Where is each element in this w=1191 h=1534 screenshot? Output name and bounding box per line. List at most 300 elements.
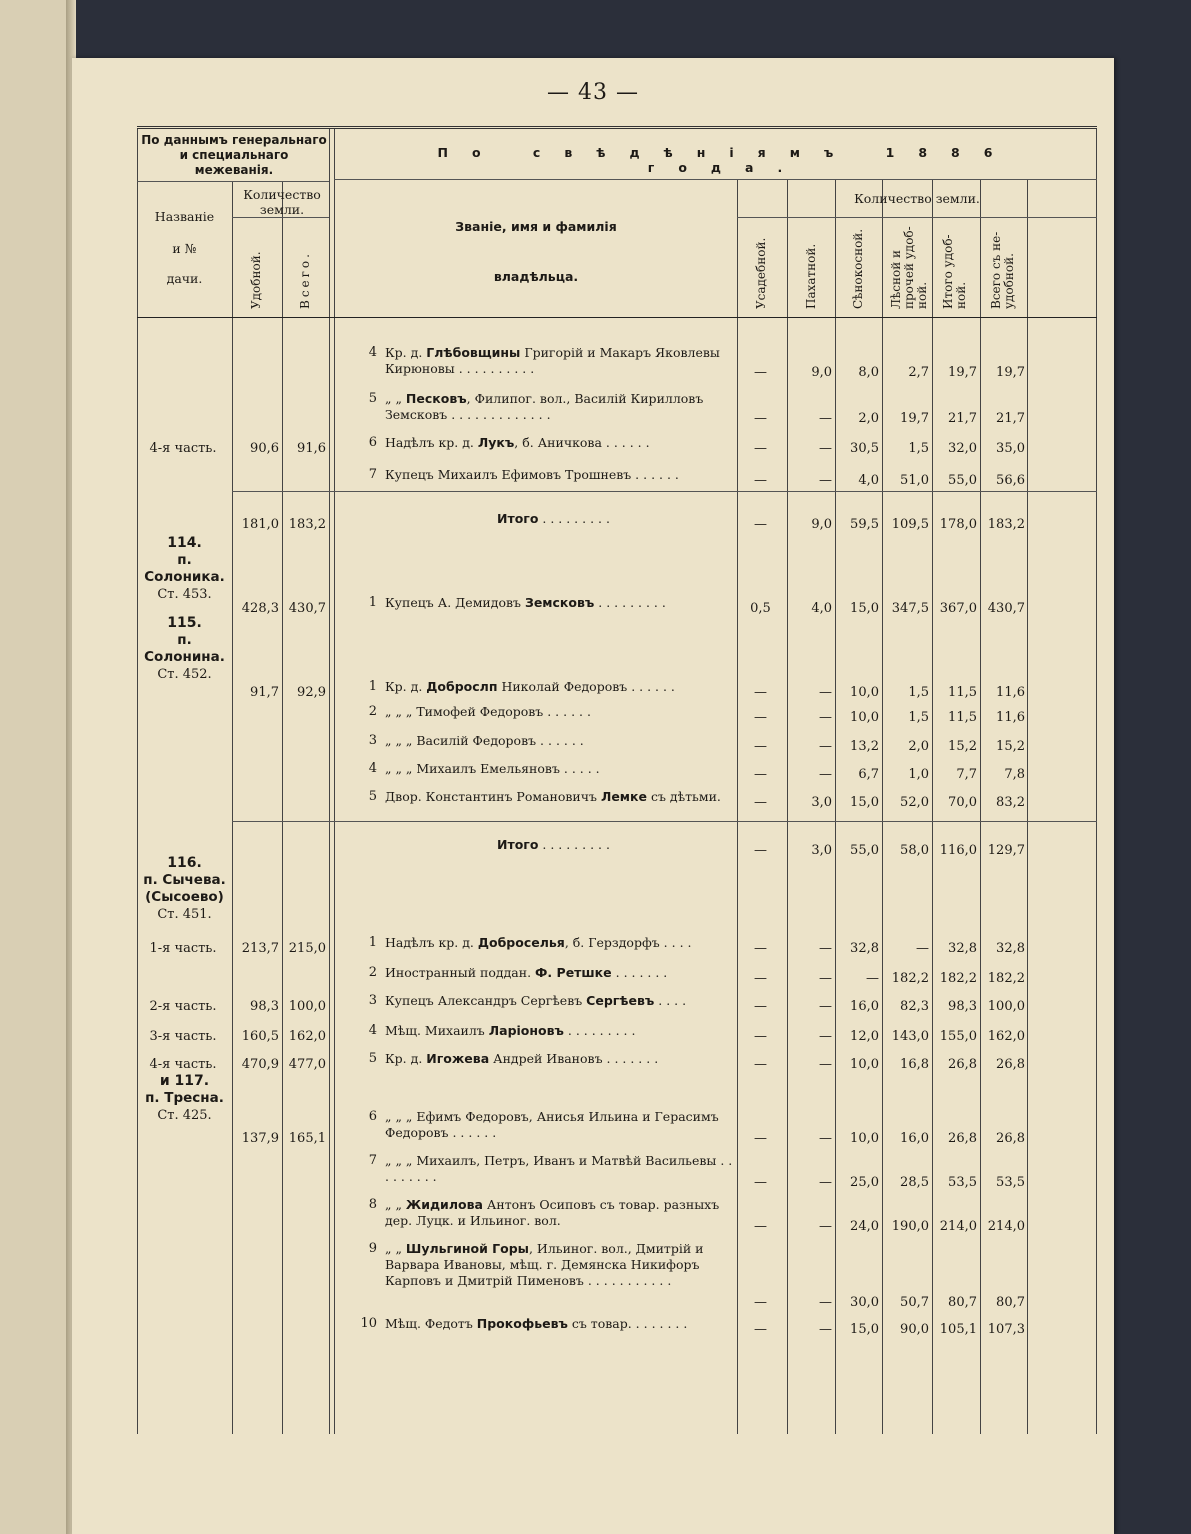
owner-name-suffix: . . . .	[654, 993, 687, 1008]
les-cell: 16,8	[900, 1057, 929, 1072]
entry-number: 6	[368, 435, 377, 450]
owner-name-prefix: Надѣлъ кр. д.	[385, 935, 478, 950]
pakh-cell: —	[819, 1295, 832, 1310]
header-col-name-3: дачи.	[166, 271, 203, 286]
les-cell: 143,0	[891, 1029, 929, 1044]
owner-name	[385, 595, 733, 611]
owner-name	[385, 1153, 733, 1185]
pakh-cell: 4,0	[811, 601, 832, 616]
left-page-edge	[0, 0, 74, 1534]
total-cell: 21,7	[996, 411, 1025, 426]
seno-cell: 10,0	[850, 685, 879, 700]
total-cell: 430,7	[987, 601, 1025, 616]
itogo-cell: 55,0	[948, 473, 977, 488]
owner-name-prefix: „ „ „ Тимофей Федоровъ . . . . . .	[385, 704, 591, 719]
les-cell: 347,5	[891, 601, 929, 616]
header-sub-itogo: Итого удобной.	[941, 234, 968, 309]
pakh-cell: 3,0	[811, 843, 832, 858]
owner-name-bold: Итого	[497, 837, 539, 852]
entry-number: 4	[368, 345, 377, 360]
owner-name	[385, 1051, 733, 1067]
owner-name	[385, 1109, 733, 1141]
les-cell: 2,0	[908, 739, 929, 754]
table-row	[137, 345, 1097, 381]
owner-name-prefix: „ „	[385, 1197, 406, 1212]
owner-name-prefix: „ „	[385, 1241, 406, 1256]
seno-cell: 30,0	[850, 1295, 879, 1310]
header-sub-seno: Сѣнокосной.	[851, 228, 865, 309]
les-cell: 2,7	[908, 365, 929, 380]
header-col-name-2: и №	[172, 241, 197, 256]
total-cell: 26,8	[996, 1131, 1025, 1146]
itogo-cell: 7,7	[956, 767, 977, 782]
pakh-cell: —	[819, 767, 832, 782]
entry-number: 3	[368, 733, 377, 748]
entry-number: 3	[368, 993, 377, 1008]
owner-name-suffix: съ товар. . . . . . . .	[567, 1316, 688, 1331]
usad-cell: —	[754, 1131, 767, 1146]
table-row	[137, 1316, 1097, 1338]
entry-number: 5	[368, 789, 377, 804]
udob-cell: 137,9	[241, 1131, 279, 1146]
owner-name-bold: Земсковъ	[524, 595, 595, 610]
seno-cell: 59,5	[850, 517, 879, 532]
seno-cell: 15,0	[850, 601, 879, 616]
itogo-cell: 15,2	[948, 739, 977, 754]
itogo-cell: 116,0	[939, 843, 977, 858]
owner-name-suffix: , Ильиног. вол., Дмитрій и Варвара Ивановы, мѣщ. г. Демянска Никифоръ Карповъ и Дмитрій Пименовъ . . . . . . . . . . .	[385, 1241, 704, 1288]
owner-name-prefix: Надѣлъ кр. д.	[385, 435, 478, 450]
plot-station: Ст. 453.	[157, 587, 212, 602]
seno-cell: 15,0	[850, 1322, 879, 1337]
vsego-cell: 477,0	[288, 1057, 326, 1072]
les-cell: —	[916, 941, 929, 956]
owner-name-bold: Лемке	[600, 789, 647, 804]
usad-cell: —	[754, 1029, 767, 1044]
owner-name	[385, 391, 733, 423]
itogo-cell: 98,3	[948, 999, 977, 1014]
pakh-cell: —	[819, 473, 832, 488]
entry-number: 7	[368, 467, 377, 482]
owner-name	[385, 965, 733, 981]
page	[72, 58, 1114, 1534]
pakh-cell: —	[819, 1175, 832, 1190]
les-cell: 109,5	[891, 517, 929, 532]
usad-cell: —	[754, 1322, 767, 1337]
table-row	[137, 704, 1097, 726]
owner-name-suffix: . . . . . . . . .	[538, 837, 610, 852]
seno-cell: 55,0	[850, 843, 879, 858]
table-row	[137, 935, 1097, 957]
total-cell: 183,2	[987, 517, 1025, 532]
owner-name-prefix: „ „ „ Михаилъ, Петръ, Иванъ и Матвѣй Васильевы . . . . . . . . .	[385, 1153, 733, 1184]
pakh-cell: —	[819, 971, 832, 986]
vsego-cell: 430,7	[288, 601, 326, 616]
table-row	[137, 965, 1097, 987]
total-cell: 80,7	[996, 1295, 1025, 1310]
seno-cell: 13,2	[850, 739, 879, 754]
owner-name	[497, 511, 845, 527]
entry-number: 7	[368, 1153, 377, 1168]
owner-name-prefix: Иностранный поддан.	[385, 965, 536, 980]
owner-name	[385, 1023, 733, 1039]
usad-cell: —	[754, 710, 767, 725]
usad-cell: —	[754, 767, 767, 782]
itogo-cell: 155,0	[939, 1029, 977, 1044]
plot-station: Ст. 425.	[157, 1108, 212, 1123]
owner-name	[385, 704, 733, 720]
owner-name	[385, 679, 733, 695]
owner-name	[385, 789, 733, 805]
les-cell: 52,0	[900, 795, 929, 810]
pakh-cell: —	[819, 999, 832, 1014]
total-cell: 182,2	[987, 971, 1025, 986]
plot-alt-name: (Сысоево)	[145, 889, 224, 905]
pakh-cell: —	[819, 739, 832, 754]
owner-name-suffix: съ дѣтьми.	[646, 789, 721, 804]
seno-cell: 4,0	[858, 473, 879, 488]
les-cell: 82,3	[900, 999, 929, 1014]
owner-name-prefix: „ „ „ Ефимъ Федоровъ, Анисья Ильина и Герасимъ Федоровъ . . . . . .	[385, 1109, 719, 1140]
pakh-cell: —	[819, 941, 832, 956]
itogo-cell: 182,2	[939, 971, 977, 986]
udob-cell: 213,7	[241, 941, 279, 956]
seno-cell: 2,0	[858, 411, 879, 426]
entry-number: 1	[368, 595, 377, 610]
owner-name-bold: Доброслп	[426, 679, 498, 694]
seno-cell: 10,0	[850, 710, 879, 725]
usad-cell: —	[754, 1295, 767, 1310]
seno-cell: 25,0	[850, 1175, 879, 1190]
plot-name: п. Солоника.	[144, 552, 225, 585]
page-number: — 43 —	[547, 80, 639, 105]
table-row	[137, 595, 1097, 617]
seno-cell: 15,0	[850, 795, 879, 810]
entry-number: 4	[368, 1023, 377, 1038]
entry-number: 2	[368, 704, 377, 719]
owner-name-suffix: . . . . . . .	[611, 965, 668, 980]
owner-name-bold: Игожева	[426, 1051, 490, 1066]
pakh-cell: 3,0	[811, 795, 832, 810]
pakh-cell: —	[819, 1131, 832, 1146]
total-cell: 53,5	[996, 1175, 1025, 1190]
owner-name-prefix: Купецъ Александръ Сергѣевъ	[385, 993, 587, 1008]
header-right-group: По свѣдѣніямъ 1886 года.	[437, 145, 1017, 175]
owner-name-suffix: Григорій и Макаръ Яковлевы Кирюновы . . . . . . . . . .	[385, 345, 720, 376]
header-col-qty: Количество земли.	[243, 187, 321, 217]
total-cell: 56,6	[996, 473, 1025, 488]
total-cell: 19,7	[996, 365, 1025, 380]
usad-cell: —	[754, 411, 767, 426]
total-cell: 7,8	[1004, 767, 1025, 782]
usad-cell: —	[754, 739, 767, 754]
owner-name-prefix: Мѣщ. Федотъ	[385, 1316, 477, 1331]
itogo-cell: 105,1	[939, 1322, 977, 1337]
table-row	[137, 837, 1097, 859]
header-col-name-1: Названіе	[154, 209, 215, 224]
owner-name	[497, 837, 845, 853]
table-row	[137, 435, 1097, 457]
les-cell: 90,0	[900, 1322, 929, 1337]
pakh-cell: —	[819, 1057, 832, 1072]
usad-cell: —	[754, 843, 767, 858]
owner-name-prefix: Мѣщ. Михаилъ	[385, 1023, 489, 1038]
table-row	[137, 1241, 1097, 1311]
itogo-cell: 32,0	[948, 441, 977, 456]
udob-cell: 91,7	[250, 685, 279, 700]
usad-cell: —	[754, 999, 767, 1014]
pakh-cell: 9,0	[811, 365, 832, 380]
owner-name-prefix: Кр. д.	[385, 679, 427, 694]
owner-name-suffix: Антонъ Осиповъ съ товар. разныхъ дер. Луцк. и Ильиног. вол.	[385, 1197, 720, 1228]
les-cell: 58,0	[900, 843, 929, 858]
total-cell: 214,0	[987, 1219, 1025, 1234]
owner-name-suffix: , б. Аничкова . . . . . .	[514, 435, 650, 450]
entry-number: 2	[368, 965, 377, 980]
table-row	[137, 467, 1097, 489]
owner-name-bold: Песковъ	[405, 391, 467, 406]
total-cell: 100,0	[987, 999, 1025, 1014]
entry-number: 9	[368, 1241, 377, 1256]
table-row	[137, 1023, 1097, 1045]
seno-cell: 12,0	[850, 1029, 879, 1044]
table-row	[137, 789, 1097, 811]
les-cell: 28,5	[900, 1175, 929, 1190]
table-row	[137, 1109, 1097, 1147]
entry-number: 5	[368, 391, 377, 406]
owner-name	[385, 1197, 733, 1229]
land-table	[137, 126, 1097, 1434]
entry-number: 6	[368, 1109, 377, 1124]
owner-name-prefix: Кр. д.	[385, 1051, 427, 1066]
table-row	[137, 1197, 1097, 1235]
header-sub-pakh: Пахатной.	[804, 243, 818, 309]
owner-name-prefix: Кр. д.	[385, 345, 427, 360]
pakh-cell: —	[819, 685, 832, 700]
total-cell: 32,8	[996, 941, 1025, 956]
table-row	[137, 761, 1097, 783]
seno-cell: 32,8	[850, 941, 879, 956]
les-cell: 50,7	[900, 1295, 929, 1310]
owner-name	[385, 467, 733, 483]
part-cell: 1-я часть.	[149, 941, 217, 956]
usad-cell: 0,5	[750, 601, 771, 616]
owner-name-bold: Итого	[497, 511, 539, 526]
owner-name-suffix: . . . . . . . . .	[538, 511, 610, 526]
plot-115	[137, 615, 232, 683]
les-cell: 190,0	[891, 1219, 929, 1234]
total-cell: 83,2	[996, 795, 1025, 810]
itogo-cell: 11,5	[948, 685, 977, 700]
usad-cell: —	[754, 1175, 767, 1190]
udob-cell: 181,0	[241, 517, 279, 532]
usad-cell: —	[754, 971, 767, 986]
owner-name-bold: Глѣбовщины	[426, 345, 521, 360]
owner-name-suffix: Николай Федоровъ . . . . . .	[497, 679, 675, 694]
owner-name-prefix: „ „ „ Василій Федоровъ . . . . . .	[385, 733, 584, 748]
usad-cell: —	[754, 941, 767, 956]
table-row	[137, 511, 1097, 533]
plot-name: п. Солонина.	[144, 632, 225, 665]
entry-number: 8	[368, 1197, 377, 1212]
part-cell: 2-я часть.	[149, 999, 217, 1014]
usad-cell: —	[754, 473, 767, 488]
vsego-cell: 162,0	[288, 1029, 326, 1044]
usad-cell: —	[754, 441, 767, 456]
owner-name-bold: Доброселья	[477, 935, 565, 950]
usad-cell: —	[754, 1219, 767, 1234]
table-row	[137, 1153, 1097, 1191]
udob-cell: 98,3	[250, 999, 279, 1014]
itogo-cell: 53,5	[948, 1175, 977, 1190]
owner-name-prefix: Двор. Константинъ Романовичъ	[385, 789, 601, 804]
part-cell: 4-я часть.	[149, 441, 217, 456]
owner-name	[385, 761, 733, 777]
owner-name-prefix: „ „ „ Михаилъ Емельяновъ . . . . .	[385, 761, 600, 776]
seno-cell: 24,0	[850, 1219, 879, 1234]
header-col-vsego: Всего.	[298, 251, 312, 309]
owner-name	[385, 993, 733, 1009]
total-cell: 26,8	[996, 1057, 1025, 1072]
header-owner-1: Званіе, имя и фамилія	[455, 219, 617, 234]
pakh-cell: —	[819, 710, 832, 725]
vsego-cell: 92,9	[297, 685, 326, 700]
pakh-cell: —	[819, 441, 832, 456]
table-row	[137, 993, 1097, 1015]
itogo-cell: 367,0	[939, 601, 977, 616]
vsego-cell: 100,0	[288, 999, 326, 1014]
pakh-cell: —	[819, 1029, 832, 1044]
owner-name	[385, 435, 733, 451]
itogo-cell: 21,7	[948, 411, 977, 426]
owner-name-prefix: Купецъ Михаилъ Ефимовъ Трошневъ . . . . . .	[385, 467, 679, 482]
owner-name-suffix: . . . . . . . . .	[563, 1023, 636, 1038]
total-cell: 11,6	[996, 685, 1025, 700]
les-cell: 16,0	[900, 1131, 929, 1146]
pakh-cell: 9,0	[811, 517, 832, 532]
plot-number: 114.	[167, 535, 202, 551]
header-col-udob: Удобной.	[249, 251, 263, 309]
owner-name-bold: Прокофьевъ	[476, 1316, 568, 1331]
seno-cell: 30,5	[850, 441, 879, 456]
seno-cell: 10,0	[850, 1131, 879, 1146]
owner-name-bold: Жидилова	[405, 1197, 483, 1212]
total-cell: 35,0	[996, 441, 1025, 456]
udob-cell: 470,9	[241, 1057, 279, 1072]
les-cell: 182,2	[891, 971, 929, 986]
itogo-cell: 32,8	[948, 941, 977, 956]
itogo-cell: 178,0	[939, 517, 977, 532]
les-cell: 1,5	[908, 441, 929, 456]
owner-name-bold: Лукъ	[477, 435, 515, 450]
seno-cell: 16,0	[850, 999, 879, 1014]
usad-cell: —	[754, 365, 767, 380]
vsego-cell: 183,2	[288, 517, 326, 532]
entry-number: 10	[360, 1316, 377, 1331]
owner-name-suffix: . . . . . . . . .	[594, 595, 666, 610]
usad-cell: —	[754, 685, 767, 700]
table-row	[137, 391, 1097, 427]
plot-station: Ст. 451.	[157, 907, 212, 922]
total-cell: 162,0	[987, 1029, 1025, 1044]
owner-name-bold: Сергѣевъ	[586, 993, 655, 1008]
total-cell: 11,6	[996, 710, 1025, 725]
plot-name: п. Тресна.	[145, 1090, 224, 1106]
entry-number: 1	[368, 935, 377, 950]
pakh-cell: —	[819, 411, 832, 426]
les-cell: 1,5	[908, 685, 929, 700]
header-sub-les: Лѣсной и прочей удобной.	[889, 226, 929, 309]
seno-cell: 10,0	[850, 1057, 879, 1072]
header-sub-vsego: Всего съ неудобной.	[989, 231, 1016, 309]
total-cell: 107,3	[987, 1322, 1025, 1337]
les-cell: 1,0	[908, 767, 929, 782]
plot-station: Ст. 452.	[157, 667, 212, 682]
entry-number: 5	[368, 1051, 377, 1066]
plot-114	[137, 535, 232, 603]
header-sub-usad: Усадебной.	[754, 237, 768, 309]
table-row	[137, 679, 1097, 701]
table-row	[137, 1051, 1097, 1073]
owner-name	[385, 1241, 733, 1289]
plot-116	[137, 855, 232, 923]
les-cell: 19,7	[900, 411, 929, 426]
owner-name-bold: Шульгиной Горы	[405, 1241, 529, 1256]
pakh-cell: —	[819, 1219, 832, 1234]
udob-cell: 428,3	[241, 601, 279, 616]
vsego-cell: 91,6	[297, 441, 326, 456]
itogo-cell: 11,5	[948, 710, 977, 725]
total-cell: 129,7	[987, 843, 1025, 858]
itogo-cell: 26,8	[948, 1131, 977, 1146]
usad-cell: —	[754, 517, 767, 532]
owner-name-bold: Ларіоновъ	[488, 1023, 564, 1038]
usad-cell: —	[754, 1057, 767, 1072]
plot-number: 116.	[167, 855, 202, 871]
owner-name	[385, 345, 733, 377]
usad-cell: —	[754, 795, 767, 810]
seno-cell: 8,0	[858, 365, 879, 380]
udob-cell: 90,6	[250, 441, 279, 456]
owner-name-prefix: Купецъ А. Демидовъ	[385, 595, 525, 610]
owner-name-suffix: Андрей Ивановъ . . . . . . .	[489, 1051, 659, 1066]
owner-name	[385, 1316, 733, 1332]
les-cell: 1,5	[908, 710, 929, 725]
plot-number: и 117.	[159, 1073, 210, 1089]
owner-name-prefix: „ „	[385, 391, 406, 406]
itogo-cell: 26,8	[948, 1057, 977, 1072]
entry-number: 1	[368, 679, 377, 694]
entry-number: 4	[368, 761, 377, 776]
itogo-cell: 19,7	[948, 365, 977, 380]
owner-name	[385, 733, 733, 749]
itogo-cell: 80,7	[948, 1295, 977, 1310]
plot-number: 115.	[167, 615, 202, 631]
itogo-cell: 214,0	[939, 1219, 977, 1234]
table-row	[137, 733, 1097, 755]
seno-cell: —	[866, 971, 879, 986]
header-left-group: По даннымъ генеральнаго и специальнаго межеванія.	[141, 133, 327, 177]
vsego-cell: 215,0	[288, 941, 326, 956]
plot-name: п. Сычева.	[143, 872, 226, 888]
header-qty-right: Количество земли.	[854, 191, 980, 206]
vsego-cell: 165,1	[288, 1131, 326, 1146]
seno-cell: 6,7	[858, 767, 879, 782]
owner-name	[385, 935, 733, 951]
les-cell: 51,0	[900, 473, 929, 488]
pakh-cell: —	[819, 1322, 832, 1337]
itogo-cell: 70,0	[948, 795, 977, 810]
